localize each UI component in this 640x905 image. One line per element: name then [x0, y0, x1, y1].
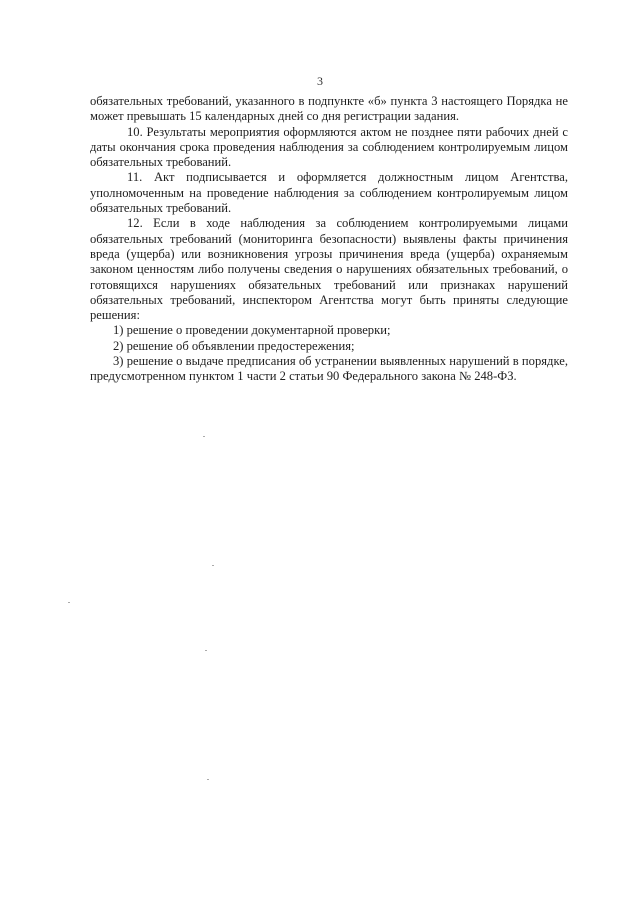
scan-speck	[205, 650, 207, 651]
decision-item-3: 3) решение о выдаче предписания об устранении выявленных нарушений в порядке, предусмотренном пунктом 1 части 2 статьи 90 Федерального закона № 248-ФЗ.	[90, 354, 568, 384]
paragraph-continuation: обязательных требований, указанного в подпункте «б» пункта 3 настоящего Порядка не может превышать 15 календарных дней со дня регистрации задания.	[90, 94, 568, 124]
paragraph-10: 10. Результаты мероприятия оформляются актом не позднее пяти рабочих дней с даты окончания срока проведения наблюдения за соблюдением контролируемым лицом обязательных требований.	[90, 124, 568, 170]
paragraph-11: 11. Акт подписывается и оформляется должностным лицом Агентства, уполномоченным на проведение наблюдения за соблюдением контролируемым лицом обязательных требований.	[90, 170, 568, 216]
scan-speck	[212, 565, 214, 566]
decision-item-2: 2) решение об объявлении предостережения;	[113, 338, 355, 353]
scan-speck	[68, 602, 70, 603]
decision-item-1: 1) решение о проведении документарной проверки;	[113, 323, 391, 338]
scan-speck	[207, 779, 209, 780]
document-body	[90, 94, 568, 385]
page-number: 3	[317, 74, 323, 88]
scan-speck	[203, 436, 205, 437]
paragraph-12: 12. Если в ходе наблюдения за соблюдением контролируемыми лицами обязательных требований (мониторинга безопасности) выявлены факты причинения вреда (ущерба) или возникновения угрозы причинения вреда (ущерба) охраняемым законом ценностям либо получены сведения о нарушениях обязательных требований, о готовящихся нарушениях обязательных требований или признаках нарушений обязательных требований, инспектором Агентства могут быть приняты следующие решения:	[90, 216, 568, 323]
